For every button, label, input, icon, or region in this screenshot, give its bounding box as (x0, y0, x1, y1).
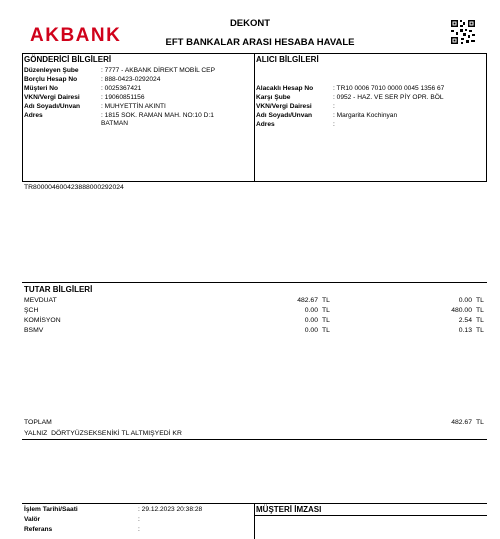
total-label: TOPLAM (24, 419, 52, 426)
sender-label: Borçlu Hesap No (24, 76, 78, 83)
amount-row-unit1: TL (322, 317, 330, 324)
amount-row-value1: 0.00 (304, 327, 318, 334)
footer-value: : 29.12.2023 20:38:28 (138, 506, 203, 513)
signature-underline (254, 515, 487, 516)
qr-code-icon (450, 19, 476, 45)
sender-value: : 888-0423-0292024 (101, 76, 161, 83)
footer-divider (254, 503, 255, 539)
amount-row-label: BSMV (24, 327, 44, 334)
customer-signature-label: MÜŞTERİ İMZASI (256, 505, 322, 514)
amount-row-value2: 480.00 (451, 307, 472, 314)
receiver-value: : (333, 103, 335, 110)
akbank-logo: AKBANK (30, 25, 122, 46)
receiver-value: : (333, 121, 335, 128)
sender-label: VKN/Vergi Dairesi (24, 94, 80, 101)
sender-value: : MUHYETTİN AKINTI (101, 103, 166, 110)
info-box-right-border (486, 53, 487, 181)
receiver-label: Adres (256, 121, 275, 128)
amount-row-label: MEVDUAT (24, 297, 57, 304)
sender-value: : 0025367421 (101, 85, 142, 92)
amount-row-value2: 0.00 (458, 297, 472, 304)
document-subtitle: EFT BANKALAR ARASI HESABA HAVALE (165, 37, 355, 48)
receiver-value: : TR10 0006 7010 0000 0045 1356 67 (333, 85, 445, 92)
total-in-words: YALNIZ DÖRTYÜZSEKSENİKİ TL ALTMIŞYEDİ KR (24, 430, 182, 437)
info-box-divider (254, 53, 255, 181)
footer-value: : (138, 526, 140, 533)
info-box-bottom-border (22, 181, 487, 182)
sender-value: : 19060851156 (101, 94, 145, 101)
total-amount: 482.67 (451, 419, 472, 426)
footer-label: Referans (24, 526, 53, 533)
amount-row-unit1: TL (322, 297, 330, 304)
receiver-value: : 0952 - HAZ. VE SER PİY OPR. BÖL (333, 94, 444, 101)
sender-heading: GÖNDERİCİ BİLGİLERİ (24, 55, 112, 64)
amounts-top-border (22, 282, 487, 283)
receiver-label: VKN/Vergi Dairesi (256, 103, 312, 110)
info-box-left-border (22, 53, 23, 181)
amount-row-unit2: TL (476, 327, 484, 334)
amount-row-value2: 0.13 (458, 327, 472, 334)
amount-row-unit2: TL (476, 317, 484, 324)
receiver-label: Karşı Şube (256, 94, 291, 101)
footer-value: : (138, 516, 140, 523)
amounts-heading: TUTAR BİLGİLERİ (24, 285, 93, 294)
sender-value: : 1815 SOK. RAMAN MAH. NO:10 D:1 (101, 112, 214, 119)
sender-label: Müşteri No (24, 85, 59, 92)
receiver-label: Alacaklı Hesap No (256, 85, 314, 92)
sender-label: Adres (24, 112, 43, 119)
total-bottom-border (22, 439, 487, 440)
receiver-label: Adı Soyadı/Unvan (256, 112, 313, 119)
sender-value-line2: BATMAN (101, 120, 128, 127)
amount-row-label: ŞCH (24, 307, 39, 314)
amount-row-unit2: TL (476, 307, 484, 314)
amount-row-value1: 0.00 (304, 317, 318, 324)
sender-label: Düzenleyen Şube (24, 67, 79, 74)
sender-label: Adı Soyadı/Unvan (24, 103, 81, 110)
sender-value: : 7777 - AKBANK DİREKT MOBİL CEP (101, 67, 215, 74)
amount-row-value1: 0.00 (304, 307, 318, 314)
footer-label: Valör (24, 516, 41, 523)
amount-row-unit1: TL (322, 327, 330, 334)
amount-row-unit2: TL (476, 297, 484, 304)
total-unit: TL (476, 419, 484, 426)
reference-code: TR800004600423888000292024 (24, 184, 124, 191)
amount-row-unit1: TL (322, 307, 330, 314)
footer-label: İşlem Tarihi/Saati (24, 506, 78, 513)
amount-row-value1: 482.67 (297, 297, 318, 304)
document-title: DEKONT (229, 18, 271, 29)
amount-row-value2: 2.54 (458, 317, 472, 324)
receiver-heading: ALICI BİLGİLERİ (256, 55, 319, 64)
receiver-value: : Margarita Kochinyan (333, 112, 398, 119)
amount-row-label: KOMİSYON (24, 317, 61, 324)
